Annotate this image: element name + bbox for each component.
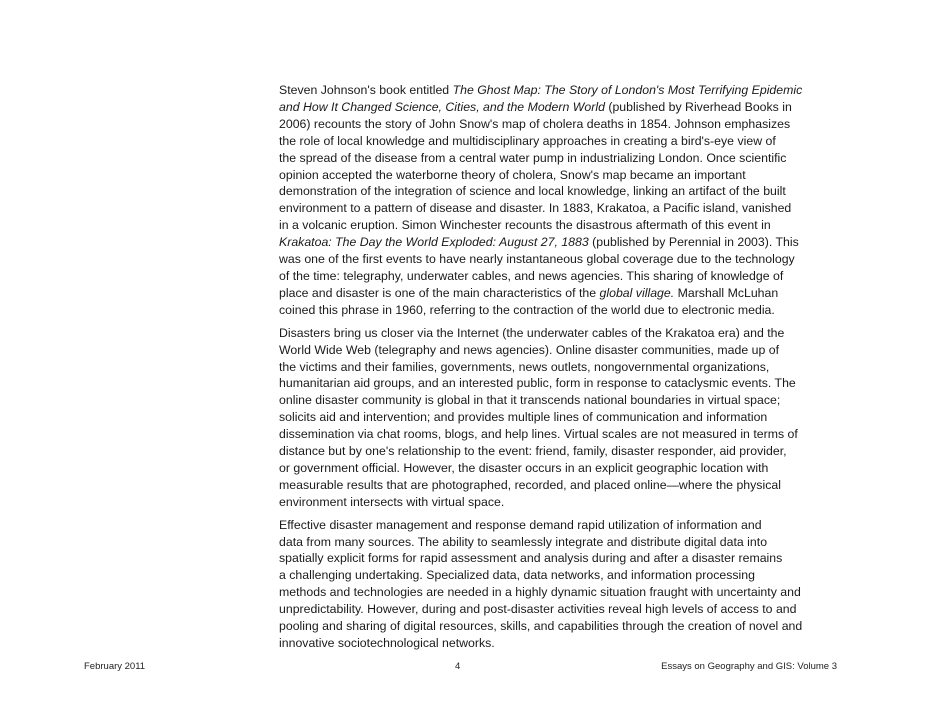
footer-date: February 2011 [84,661,146,672]
text-line [279,302,839,319]
text-segment: 2006) recounts the story of John Snow's map of cholera deaths in 1854. Johnson emphasizes [279,116,791,131]
text-line [279,268,839,285]
text-segment: dissemination via chat rooms, blogs, and help lines. Virtual scales are not measured in terms of [279,427,798,442]
text-segment: online disaster community is global in that it transcends national boundaries in virtual space; [279,393,781,408]
text-line [279,601,839,618]
text-line [279,82,839,99]
text-segment: was one of the first events to have nearly instantaneous global coverage due to the technology [279,252,795,267]
italic-title-text: and How It Changed Science, Cities, and the Modern World [279,99,605,114]
text-line [279,550,839,567]
text-segment: place and disaster is one of the main characteristics of the [279,285,600,300]
text-line [279,584,839,601]
text-line [279,359,839,376]
text-segment: (published by Perennial in 2003). This [588,235,799,250]
text-line [279,99,839,116]
text-line [279,392,839,409]
text-segment: (published by Riverhead Books in [604,99,792,114]
text-line [279,534,839,551]
text-segment: solicits aid and intervention; and provides multiple lines of communication and information [279,410,768,425]
text-segment: spatially explicit forms for rapid assessment and analysis during and after a disaster remains [279,551,783,566]
text-segment: methods and technologies are needed in a highly dynamic situation fraught with uncertainty and [279,585,801,600]
text-segment: Steven Johnson's book entitled [279,83,453,97]
text-line [279,200,839,217]
text-segment: humanitarian aid groups, and an interested public, form in response to cataclysmic events. The [279,376,796,391]
italic-title-text: The Ghost Map: The Story of London's Most Terrifying Epidemic [452,83,803,97]
text-line [279,460,839,477]
footer-publication-title: Essays on Geography and GIS: Volume 3 [661,661,837,672]
text-segment: distance but by one's relationship to the event: friend, family, disaster responder, aid provider, [279,444,787,459]
text-line [279,494,839,511]
body-text-column [279,82,839,658]
text-line [279,217,839,234]
text-segment: Effective disaster management and response demand rapid utilization of information and [279,517,762,532]
text-segment: the spread of the disease from a central water pump in industrializing London. Once scientific [279,150,787,165]
text-segment: environment intersects with virtual space. [279,494,505,509]
text-line [279,635,839,652]
text-segment: the victims and their families, governments, news outlets, nongovernmental organizations, [279,359,770,374]
text-line [279,426,839,443]
text-segment: Marshall McLuhan [674,285,779,300]
text-line [279,443,839,460]
text-segment: Disasters bring us closer via the Internet (the underwater cables of the Krakatoa era) and the [279,325,785,340]
text-segment: innovative sociotechnological networks. [279,636,495,650]
text-segment: environment to a pattern of disease and disaster. In 1883, Krakatoa, a Pacific island, vanished [279,201,792,216]
text-line [279,517,839,534]
text-line [279,133,839,150]
text-segment: pooling and sharing of digital resources, skills, and capabilities through the creation of novel and [279,619,803,634]
text-segment: data from many sources. The ability to seamlessly integrate and distribute digital data into [279,534,768,549]
text-line [279,116,839,133]
text-line [279,618,839,635]
body-paragraph [279,82,839,319]
text-line [279,251,839,268]
text-line [279,234,839,251]
text-line [279,325,839,342]
italic-title-text: global village. [599,285,675,300]
text-line [279,285,839,302]
italic-title-text: Krakatoa: The Day the World Exploded: August 27, 1883 [279,235,589,250]
body-paragraph [279,517,839,652]
text-line [279,342,839,359]
footer-page-number: 4 [455,661,461,672]
text-line [279,183,839,200]
text-line [279,375,839,392]
text-segment: a challenging undertaking. Specialized data, data networks, and information processing [279,568,755,583]
text-segment: unpredictability. However, during and post-disaster activities reveal high levels of access to and [279,602,797,617]
body-paragraph [279,325,839,511]
text-line [279,477,839,494]
text-segment: the role of local knowledge and multidisciplinary approaches in creating a bird's-eye view of [279,133,776,148]
text-line [279,409,839,426]
text-segment: demonstration of the integration of science and local knowledge, linking an artifact of the built [279,184,786,199]
text-segment: or government official. However, the disaster occurs in an explicit geographic location with [279,460,769,475]
text-line [279,167,839,184]
text-line [279,150,839,167]
text-segment: opinion accepted the waterborne theory of cholera, Snow's map became an important [279,167,746,182]
text-segment: World Wide Web (telegraphy and news agencies). Online disaster communities, made up of [279,342,780,357]
text-segment: in a volcanic eruption. Simon Winchester recounts the disastrous aftermath of this event in [279,218,771,233]
text-line [279,567,839,584]
text-segment: of the time: telegraphy, underwater cables, and news agencies. This sharing of knowledge of [279,268,784,283]
text-segment: measurable results that are photographed, recorded, and placed online—where the physical [279,477,781,492]
text-segment: coined this phrase in 1960, referring to the contraction of the world due to electronic media. [279,302,775,317]
